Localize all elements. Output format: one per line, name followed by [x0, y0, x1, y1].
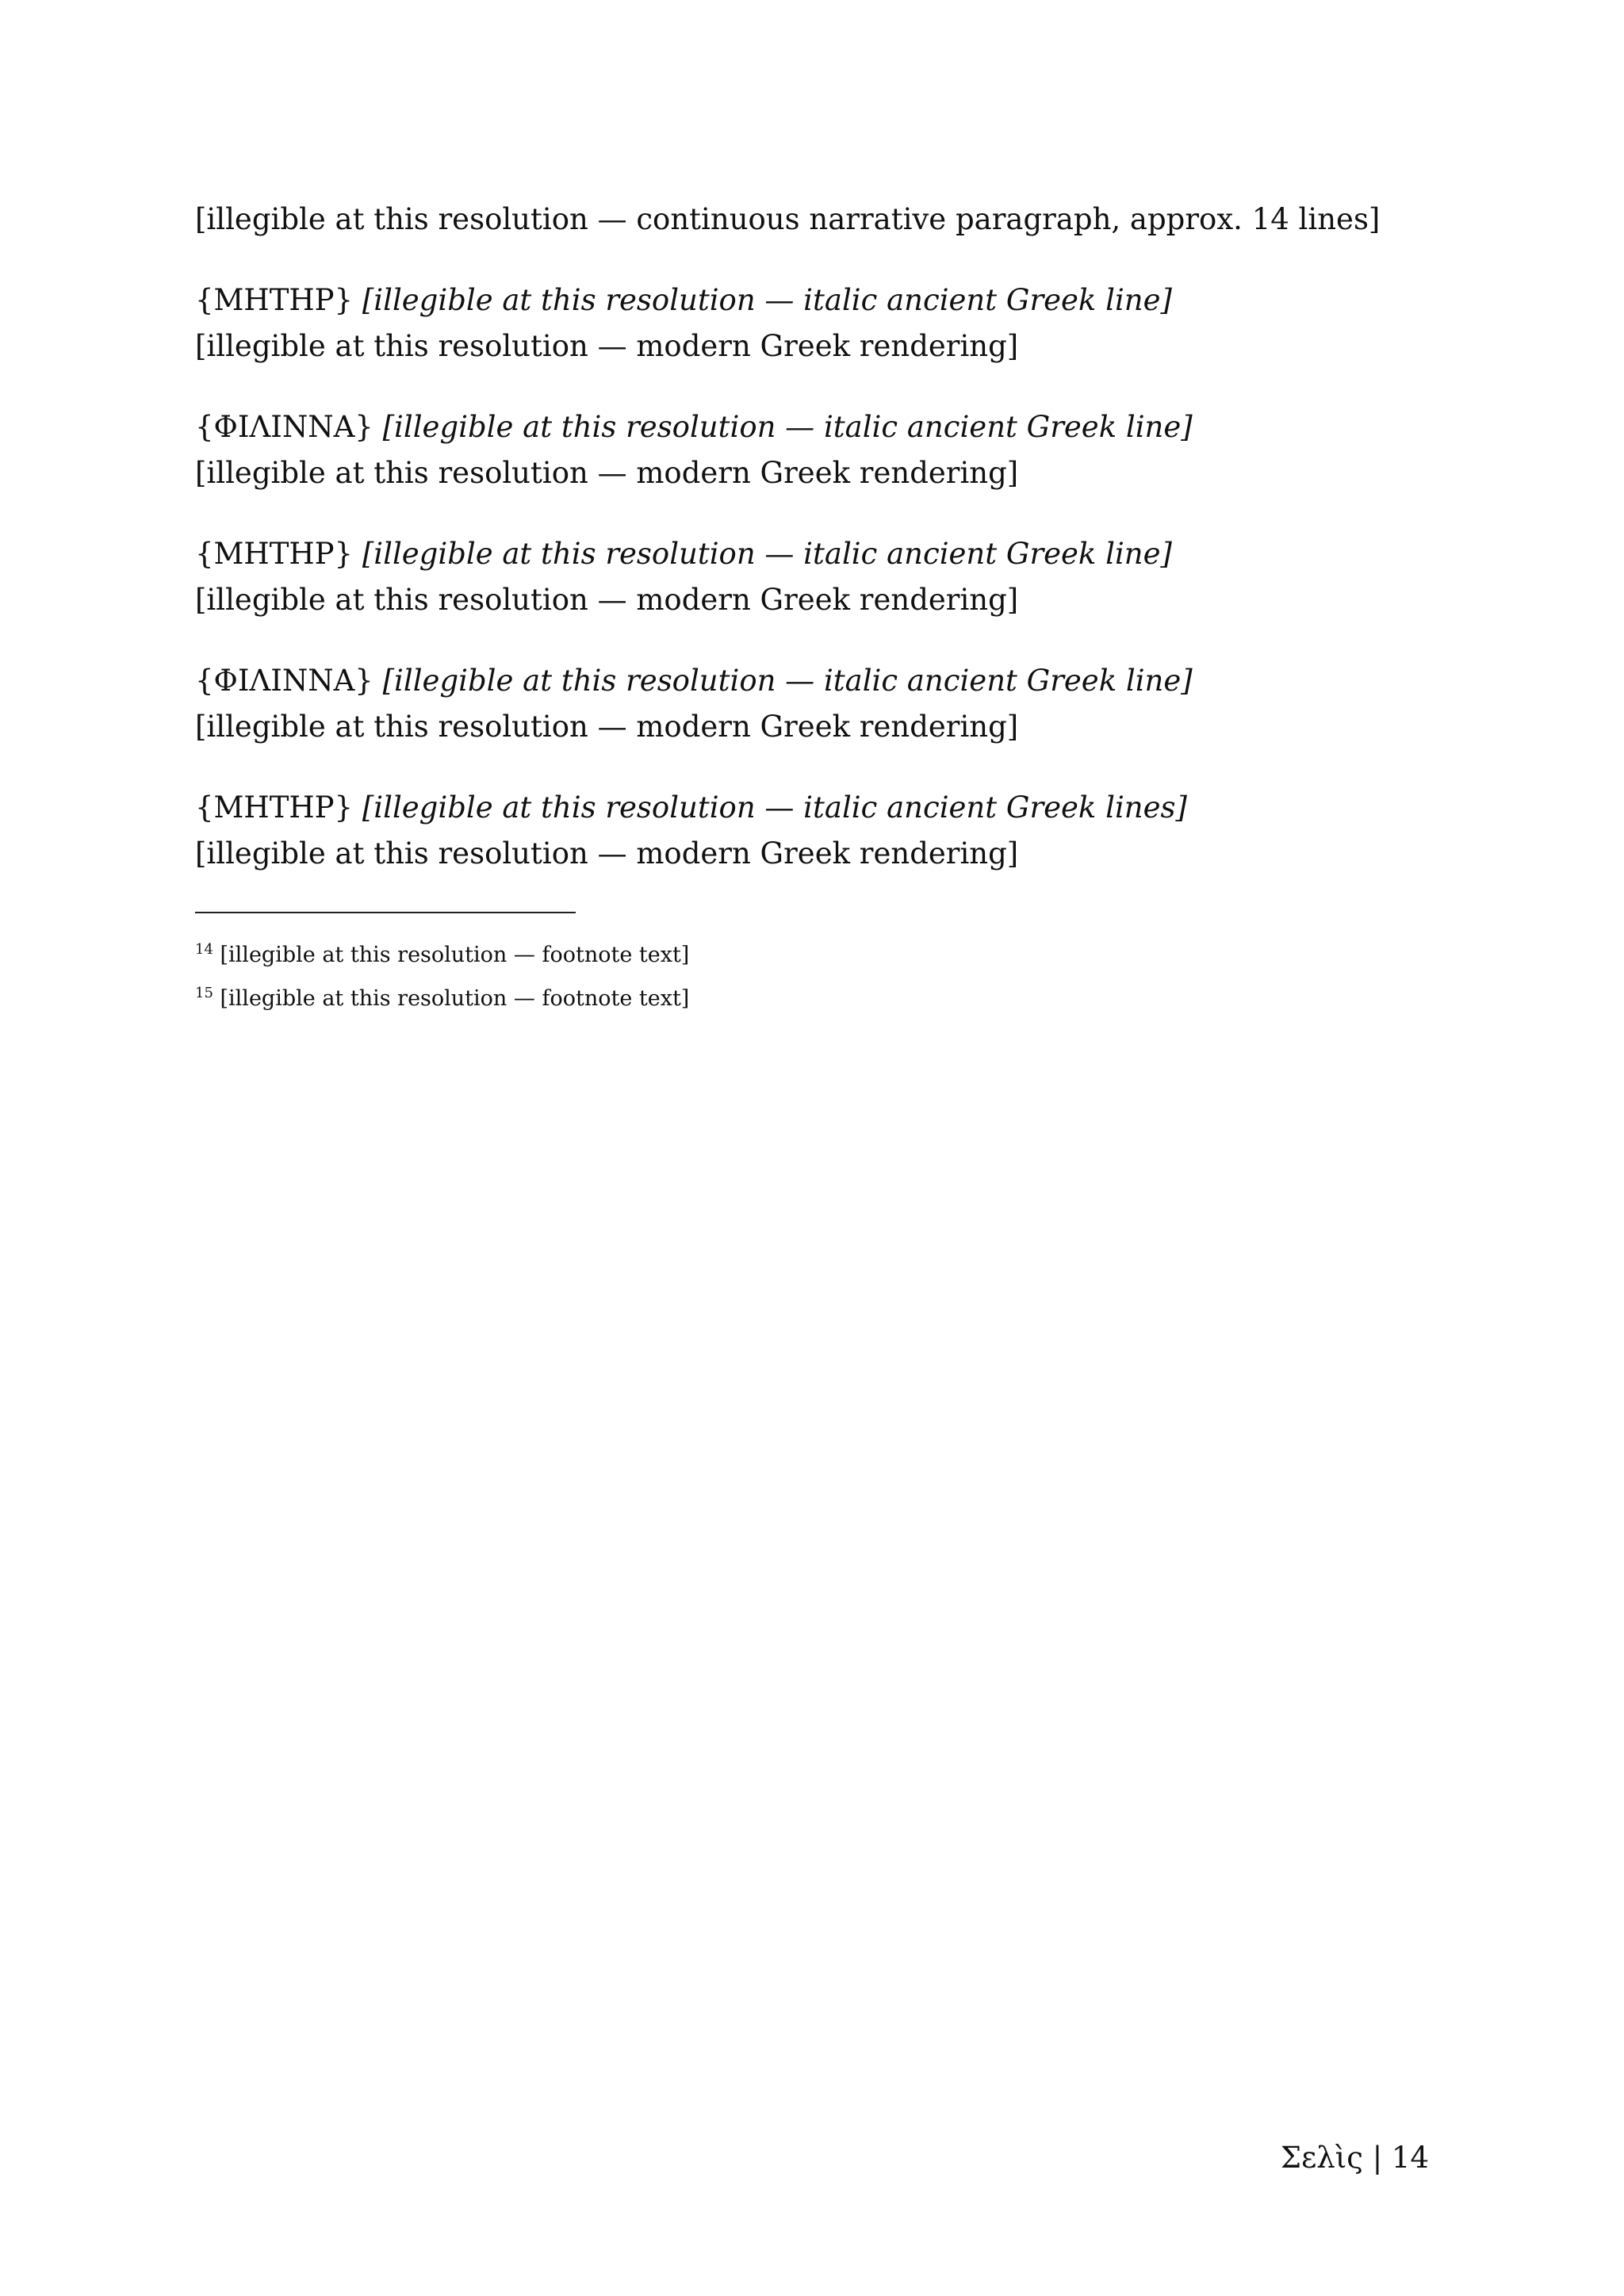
- speaker-label: {ΦΙΛΙΝΝΑ}: [195, 410, 373, 444]
- body-paragraph-1: [195, 197, 1429, 243]
- translation-text: [illegible at this resolution — modern Greek rendering]: [195, 836, 1019, 871]
- translation-text: [illegible at this resolution — modern Greek rendering]: [195, 710, 1019, 744]
- translation-text: [illegible at this resolution — modern Greek rendering]: [195, 583, 1019, 617]
- speaker-label: {ΜΗΤΗΡ}: [195, 537, 354, 571]
- dialogue-philinna-1: [195, 404, 1429, 496]
- dialogue-mother-1: [195, 277, 1429, 369]
- page-number: Σελὶς | 14: [1280, 2141, 1429, 2175]
- ancient-greek-text: [illegible at this resolution — italic ancient Greek line]: [382, 410, 1193, 444]
- ancient-greek-text: [illegible at this resolution — italic ancient Greek lines]: [362, 790, 1187, 825]
- translation-text: [illegible at this resolution — modern Greek rendering]: [195, 456, 1019, 490]
- footnote-15: [195, 978, 1429, 1015]
- ancient-greek-text: [illegible at this resolution — italic ancient Greek line]: [362, 537, 1172, 571]
- footnote-number: 15: [195, 985, 213, 1001]
- speaker-label: {ΦΙΛΙΝΝΑ}: [195, 664, 373, 698]
- ancient-greek-text: [illegible at this resolution — italic ancient Greek line]: [382, 664, 1193, 698]
- document-page: [195, 197, 1429, 1021]
- footnote-number: 14: [195, 941, 213, 958]
- translation-text: [illegible at this resolution — modern Greek rendering]: [195, 329, 1019, 363]
- ancient-greek-text: [illegible at this resolution — italic ancient Greek line]: [362, 283, 1172, 317]
- footnote-separator: [195, 912, 576, 913]
- paragraph-text: [illegible at this resolution — continuous narrative paragraph, approx. 14 lines]: [195, 202, 1381, 236]
- dialogue-philinna-2: [195, 658, 1429, 750]
- dialogue-mother-3: [195, 785, 1429, 877]
- speaker-label: {ΜΗΤΗΡ}: [195, 283, 354, 317]
- dialogue-mother-2: [195, 531, 1429, 623]
- footnote-text: [illegible at this resolution — footnote text]: [220, 986, 690, 1011]
- speaker-label: {ΜΗΤΗΡ}: [195, 790, 354, 825]
- footnote-text: [illegible at this resolution — footnote text]: [220, 943, 690, 967]
- footnote-14: [195, 934, 1429, 971]
